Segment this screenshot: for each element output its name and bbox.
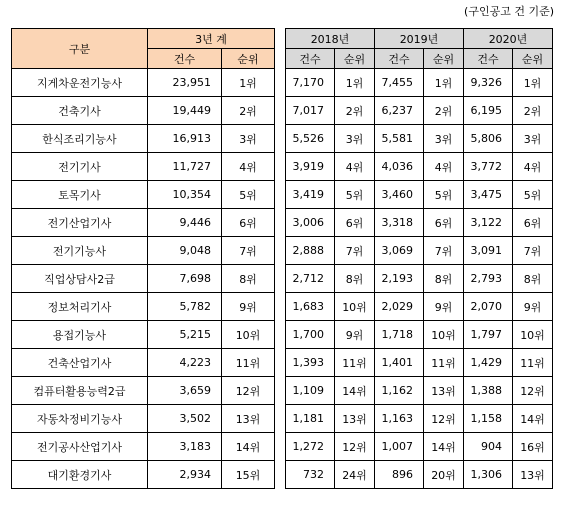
- table-row: [286, 153, 553, 181]
- y2018-rank: 6위: [335, 209, 375, 237]
- y2020-rank: 14위: [513, 405, 553, 433]
- y2018-count: 1,109: [286, 377, 335, 405]
- header-category: 구분: [12, 29, 148, 69]
- y2019-rank: 8위: [424, 265, 464, 293]
- table-row: [12, 265, 275, 293]
- table-row: [286, 433, 553, 461]
- y2019-count: 3,318: [375, 209, 424, 237]
- y2018-count: 1,272: [286, 433, 335, 461]
- y2020-count: 1,388: [464, 377, 513, 405]
- y2020-count: 3,122: [464, 209, 513, 237]
- y2020-count: 1,158: [464, 405, 513, 433]
- y2018-rank: 2위: [335, 97, 375, 125]
- left-table-total: [11, 28, 275, 489]
- table-row: [12, 433, 275, 461]
- total-count: 5,782: [148, 293, 222, 321]
- y2018-count: 7,170: [286, 69, 335, 97]
- table-row: [286, 377, 553, 405]
- y2020-rank: 4위: [513, 153, 553, 181]
- y2019-rank: 14위: [424, 433, 464, 461]
- y2020-rank: 16위: [513, 433, 553, 461]
- y2019-rank: 10위: [424, 321, 464, 349]
- y2020-rank: 3위: [513, 125, 553, 153]
- total-rank: 11위: [222, 349, 275, 377]
- y2020-rank: 11위: [513, 349, 553, 377]
- table-row: [12, 293, 275, 321]
- y2019-rank: 6위: [424, 209, 464, 237]
- header-year-2020: 2020년: [464, 29, 553, 49]
- y2018-rank: 11위: [335, 349, 375, 377]
- y2020-rank: 13위: [513, 461, 553, 489]
- header-2018-count: 건수: [286, 49, 335, 69]
- table-row: [286, 461, 553, 489]
- total-rank: 3위: [222, 125, 275, 153]
- y2019-rank: 11위: [424, 349, 464, 377]
- header-year-2019: 2019년: [375, 29, 464, 49]
- total-count: 2,934: [148, 461, 222, 489]
- header-total: 3년 계: [148, 29, 275, 49]
- table-row: [286, 405, 553, 433]
- table-row: [286, 181, 553, 209]
- y2018-count: 1,683: [286, 293, 335, 321]
- table-row: [12, 349, 275, 377]
- table-row: [12, 209, 275, 237]
- total-count: 23,951: [148, 69, 222, 97]
- table-row: [12, 321, 275, 349]
- y2018-rank: 9위: [335, 321, 375, 349]
- right-table-yearly: [285, 28, 553, 489]
- y2018-rank: 24위: [335, 461, 375, 489]
- y2018-count: 1,181: [286, 405, 335, 433]
- y2018-count: 3,919: [286, 153, 335, 181]
- total-count: 5,215: [148, 321, 222, 349]
- y2019-count: 1,007: [375, 433, 424, 461]
- y2019-count: 3,460: [375, 181, 424, 209]
- y2018-rank: 10위: [335, 293, 375, 321]
- y2018-count: 1,700: [286, 321, 335, 349]
- y2018-rank: 8위: [335, 265, 375, 293]
- y2018-count: 732: [286, 461, 335, 489]
- y2020-count: 3,091: [464, 237, 513, 265]
- y2019-count: 1,718: [375, 321, 424, 349]
- y2020-count: 6,195: [464, 97, 513, 125]
- header-2019-count: 건수: [375, 49, 424, 69]
- y2019-count: 1,401: [375, 349, 424, 377]
- y2020-count: 9,326: [464, 69, 513, 97]
- y2020-rank: 1위: [513, 69, 553, 97]
- header-2019-rank: 순위: [424, 49, 464, 69]
- table-row: [12, 97, 275, 125]
- table-row: [12, 405, 275, 433]
- cert-name: 토목기사: [12, 181, 148, 209]
- total-rank: 12위: [222, 377, 275, 405]
- y2019-count: 3,069: [375, 237, 424, 265]
- table-row: [286, 125, 553, 153]
- y2020-rank: 10위: [513, 321, 553, 349]
- y2020-count: 1,429: [464, 349, 513, 377]
- y2019-rank: 20위: [424, 461, 464, 489]
- header-2018-rank: 순위: [335, 49, 375, 69]
- y2019-count: 5,581: [375, 125, 424, 153]
- y2018-count: 5,526: [286, 125, 335, 153]
- table-row: [286, 237, 553, 265]
- y2020-count: 2,793: [464, 265, 513, 293]
- y2019-rank: 3위: [424, 125, 464, 153]
- y2018-rank: 1위: [335, 69, 375, 97]
- total-count: 9,048: [148, 237, 222, 265]
- total-count: 3,659: [148, 377, 222, 405]
- total-count: 16,913: [148, 125, 222, 153]
- cert-name: 컴퓨터활용능력2급: [12, 377, 148, 405]
- total-rank: 15위: [222, 461, 275, 489]
- y2020-rank: 9위: [513, 293, 553, 321]
- table-row: [286, 265, 553, 293]
- cert-name: 전기공사산업기사: [12, 433, 148, 461]
- total-count: 7,698: [148, 265, 222, 293]
- cert-name: 직업상담사2급: [12, 265, 148, 293]
- cert-name: 지게차운전기능사: [12, 69, 148, 97]
- y2020-rank: 7위: [513, 237, 553, 265]
- cert-name: 자동차정비기능사: [12, 405, 148, 433]
- y2018-rank: 14위: [335, 377, 375, 405]
- y2018-count: 3,006: [286, 209, 335, 237]
- table-row: [12, 153, 275, 181]
- y2019-rank: 1위: [424, 69, 464, 97]
- y2018-rank: 3위: [335, 125, 375, 153]
- total-rank: 13위: [222, 405, 275, 433]
- total-rank: 6위: [222, 209, 275, 237]
- y2018-rank: 13위: [335, 405, 375, 433]
- table-row: [12, 237, 275, 265]
- y2018-rank: 5위: [335, 181, 375, 209]
- cert-name: 전기기능사: [12, 237, 148, 265]
- header-total-rank: 순위: [222, 49, 275, 69]
- y2018-rank: 12위: [335, 433, 375, 461]
- y2019-rank: 7위: [424, 237, 464, 265]
- total-count: 4,223: [148, 349, 222, 377]
- cert-name: 정보처리기사: [12, 293, 148, 321]
- total-rank: 9위: [222, 293, 275, 321]
- y2020-rank: 6위: [513, 209, 553, 237]
- header-2020-count: 건수: [464, 49, 513, 69]
- unit-note: (구인공고 건 기준): [464, 5, 554, 18]
- cert-name: 전기산업기사: [12, 209, 148, 237]
- y2019-rank: 12위: [424, 405, 464, 433]
- y2018-count: 2,712: [286, 265, 335, 293]
- y2018-count: 3,419: [286, 181, 335, 209]
- total-count: 9,446: [148, 209, 222, 237]
- cert-name: 한식조리기능사: [12, 125, 148, 153]
- y2019-count: 896: [375, 461, 424, 489]
- total-count: 19,449: [148, 97, 222, 125]
- y2019-count: 2,029: [375, 293, 424, 321]
- table-row: [12, 377, 275, 405]
- table-row: [12, 69, 275, 97]
- table-row: [286, 293, 553, 321]
- header-2020-rank: 순위: [513, 49, 553, 69]
- y2018-rank: 4위: [335, 153, 375, 181]
- y2020-rank: 8위: [513, 265, 553, 293]
- total-count: 3,183: [148, 433, 222, 461]
- y2018-count: 7,017: [286, 97, 335, 125]
- y2019-rank: 5위: [424, 181, 464, 209]
- total-count: 10,354: [148, 181, 222, 209]
- y2020-count: 3,772: [464, 153, 513, 181]
- total-count: 11,727: [148, 153, 222, 181]
- total-rank: 5위: [222, 181, 275, 209]
- cert-name: 대기환경기사: [12, 461, 148, 489]
- y2019-count: 1,162: [375, 377, 424, 405]
- total-rank: 4위: [222, 153, 275, 181]
- y2020-count: 1,306: [464, 461, 513, 489]
- cert-name: 전기기사: [12, 153, 148, 181]
- total-rank: 14위: [222, 433, 275, 461]
- y2019-count: 2,193: [375, 265, 424, 293]
- cert-name: 용접기능사: [12, 321, 148, 349]
- y2019-count: 1,163: [375, 405, 424, 433]
- y2020-count: 5,806: [464, 125, 513, 153]
- total-rank: 2위: [222, 97, 275, 125]
- total-rank: 10위: [222, 321, 275, 349]
- table-row: [286, 321, 553, 349]
- y2019-rank: 2위: [424, 97, 464, 125]
- table-row: [286, 69, 553, 97]
- cert-name: 건축산업기사: [12, 349, 148, 377]
- y2019-count: 4,036: [375, 153, 424, 181]
- table-row: [286, 209, 553, 237]
- table-row: [286, 349, 553, 377]
- cert-name: 건축기사: [12, 97, 148, 125]
- y2020-count: 3,475: [464, 181, 513, 209]
- y2020-rank: 12위: [513, 377, 553, 405]
- y2018-count: 2,888: [286, 237, 335, 265]
- y2019-count: 7,455: [375, 69, 424, 97]
- table-row: [12, 125, 275, 153]
- y2020-rank: 2위: [513, 97, 553, 125]
- total-rank: 1위: [222, 69, 275, 97]
- header-year-2018: 2018년: [286, 29, 375, 49]
- y2020-count: 2,070: [464, 293, 513, 321]
- y2018-count: 1,393: [286, 349, 335, 377]
- table-row: [12, 461, 275, 489]
- total-count: 3,502: [148, 405, 222, 433]
- y2020-count: 1,797: [464, 321, 513, 349]
- table-row: [286, 97, 553, 125]
- y2019-rank: 13위: [424, 377, 464, 405]
- y2019-rank: 4위: [424, 153, 464, 181]
- table-row: [12, 181, 275, 209]
- total-rank: 7위: [222, 237, 275, 265]
- y2020-rank: 5위: [513, 181, 553, 209]
- y2019-rank: 9위: [424, 293, 464, 321]
- y2018-rank: 7위: [335, 237, 375, 265]
- total-rank: 8위: [222, 265, 275, 293]
- y2020-count: 904: [464, 433, 513, 461]
- header-total-count: 건수: [148, 49, 222, 69]
- y2019-count: 6,237: [375, 97, 424, 125]
